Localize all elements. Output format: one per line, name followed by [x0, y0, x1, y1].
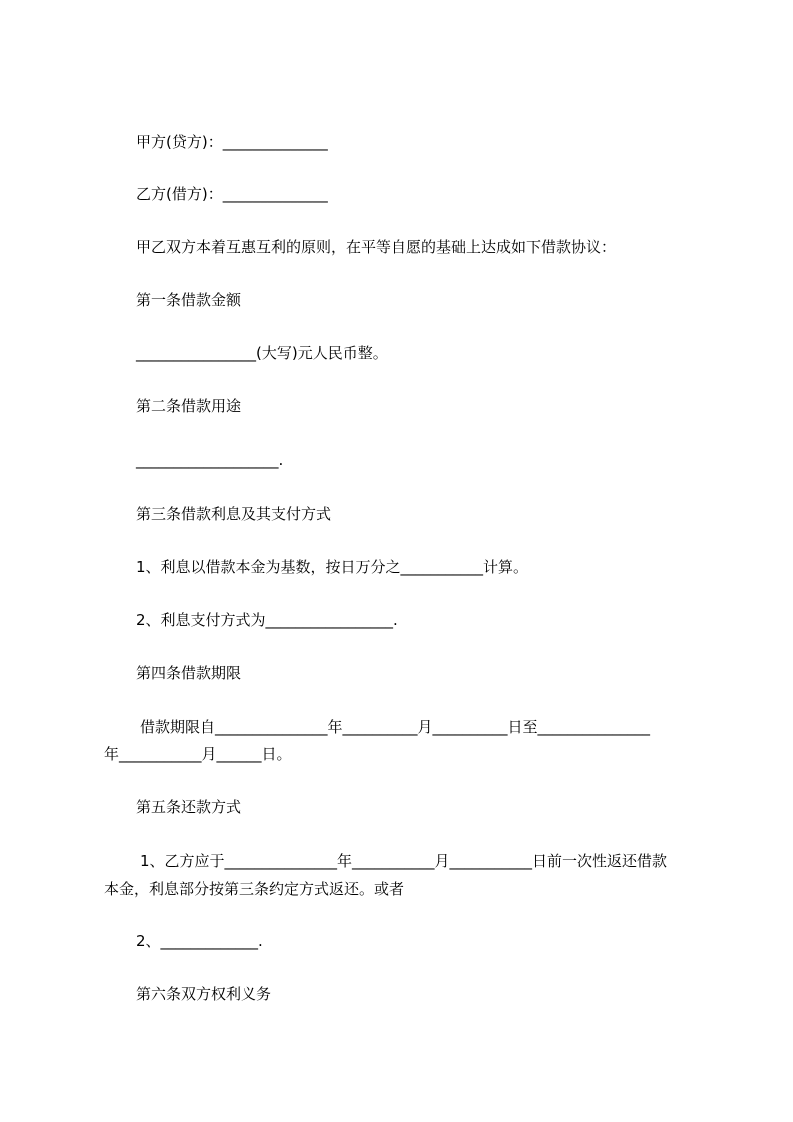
article-3-heading: 第三条借款利息及其支付方式: [136, 505, 332, 523]
article-5-heading: 第五条还款方式: [136, 798, 242, 816]
article-2-heading: 第二条借款用途: [136, 397, 242, 415]
repayment-line-1: 1、乙方应于_______________年___________月___________日前一次性返还借款: [140, 852, 668, 870]
loan-term-line-1: 借款期限自_______________年__________月__________日至_______________: [140, 718, 651, 736]
repayment-line-2: 本金，利息部分按第三条约定方式返还。或者: [104, 880, 405, 898]
loan-amount-line: ________________(大写)元人民币整。: [136, 344, 388, 362]
borrower-party-line: 乙方(借方)：______________: [136, 185, 328, 203]
interest-rate-line: 1、利息以借款本金为基数，按日万分之___________计算。: [136, 558, 529, 576]
loan-purpose-line: ___________________.: [136, 451, 284, 469]
loan-term-line-2: 年___________月______日。: [104, 745, 292, 763]
agreement-intro: 甲乙双方本着互惠互利的原则，在平等自愿的基础上达成如下借款协议：: [136, 238, 617, 256]
repayment-option-2: 2、_____________.: [136, 932, 263, 950]
interest-payment-line: 2、利息支付方式为_________________.: [136, 611, 398, 629]
lender-party-line: 甲方(贷方)：______________: [136, 133, 328, 151]
article-6-heading: 第六条双方权利义务: [136, 985, 272, 1003]
article-4-heading: 第四条借款期限: [136, 664, 242, 682]
article-1-heading: 第一条借款金额: [136, 291, 242, 309]
